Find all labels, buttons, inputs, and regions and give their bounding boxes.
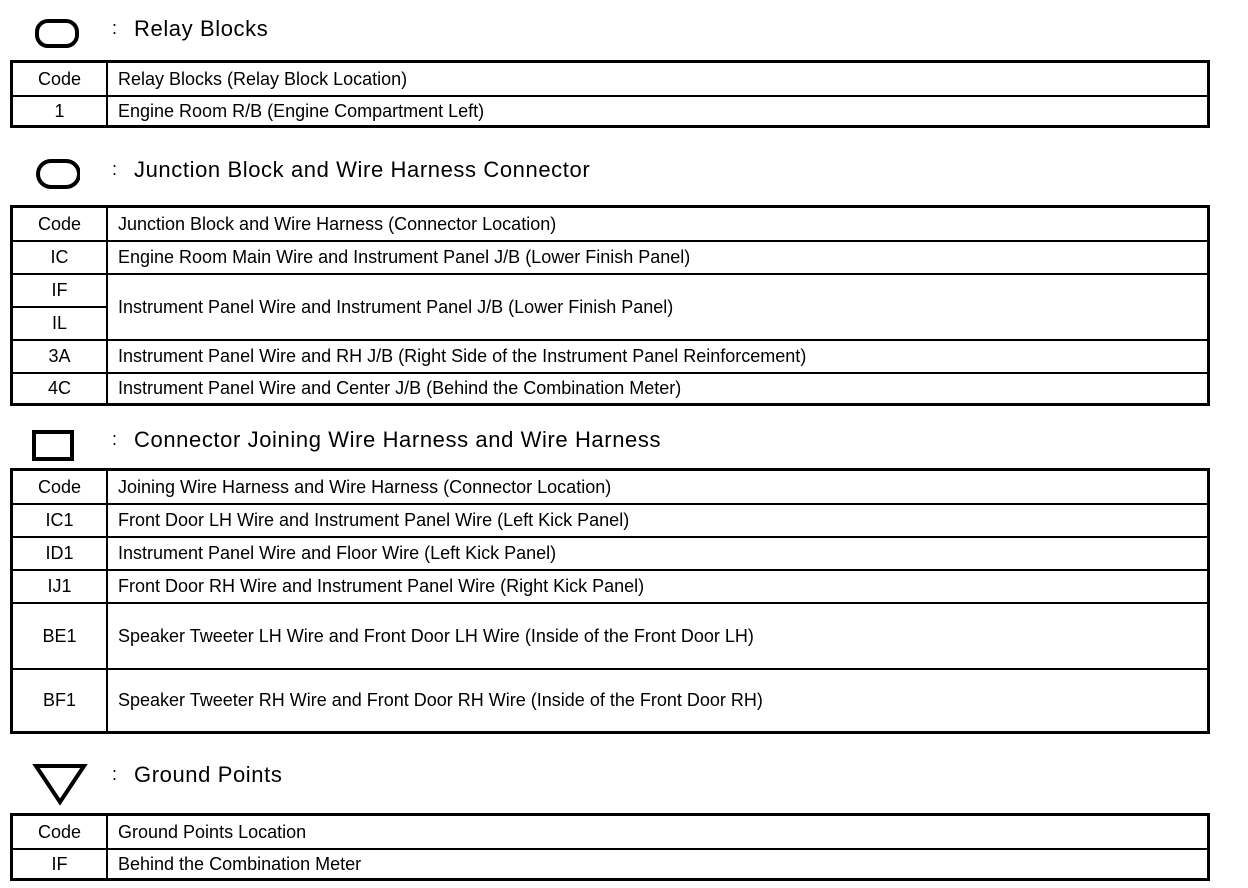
table-row	[12, 669, 1209, 733]
code-header: Code	[12, 470, 108, 504]
section-title: Connector Joining Wire Harness and Wire Harness	[134, 427, 662, 452]
code-cell: IF	[12, 849, 108, 880]
location-cell: Engine Room Main Wire and Instrument Panel J/B (Lower Finish Panel)	[107, 241, 1209, 274]
location-cell: Instrument Panel Wire and Center J/B (Behind the Combination Meter)	[107, 373, 1209, 405]
location-header: Relay Blocks (Relay Block Location)	[107, 62, 1209, 96]
code-header: Code	[12, 815, 108, 849]
rounded-rectangle-icon	[30, 16, 80, 52]
table-row	[12, 373, 1209, 405]
location-cell: Speaker Tweeter LH Wire and Front Door LH Wire (Inside of the Front Door LH)	[107, 603, 1209, 669]
connector-joining-table	[10, 468, 1210, 734]
code-header: Code	[12, 207, 108, 241]
table-row	[12, 274, 1209, 307]
location-header: Joining Wire Harness and Wire Harness (Connector Location)	[107, 470, 1209, 504]
code-cell: IC	[12, 241, 108, 274]
code-cell: ID1	[12, 537, 108, 570]
table-row	[12, 603, 1209, 669]
junction-block-table	[10, 205, 1210, 406]
code-cell: IL	[12, 307, 108, 340]
code-cell: BF1	[12, 669, 108, 733]
relay-blocks-table	[10, 60, 1210, 128]
location-cell: Speaker Tweeter RH Wire and Front Door RH Wire (Inside of the Front Door RH)	[107, 669, 1209, 733]
table-row	[12, 570, 1209, 603]
code-cell: 4C	[12, 373, 108, 405]
location-cell: Engine Room R/B (Engine Compartment Left)	[107, 96, 1209, 127]
table-row	[12, 537, 1209, 570]
code-header: Code	[12, 62, 108, 96]
table-row	[12, 241, 1209, 274]
location-header: Ground Points Location	[107, 815, 1209, 849]
rectangle-icon	[30, 427, 80, 463]
ground-points-table	[10, 813, 1210, 881]
location-header: Junction Block and Wire Harness (Connector Location)	[107, 207, 1209, 241]
code-cell: BE1	[12, 603, 108, 669]
section-title: Junction Block and Wire Harness Connector	[134, 157, 591, 182]
table-row	[12, 849, 1209, 880]
triangle-down-icon	[30, 762, 90, 808]
location-cell: Instrument Panel Wire and RH J/B (Right Side of the Instrument Panel Reinforcement)	[107, 340, 1209, 373]
table-header-row	[12, 207, 1209, 241]
code-cell: 3A	[12, 340, 108, 373]
table-header-row	[12, 815, 1209, 849]
code-cell: 1	[12, 96, 108, 127]
location-cell: Behind the Combination Meter	[107, 849, 1209, 880]
location-cell: Front Door RH Wire and Instrument Panel Wire (Right Kick Panel)	[107, 570, 1209, 603]
table-header-row	[12, 62, 1209, 96]
location-cell: Instrument Panel Wire and Instrument Panel J/B (Lower Finish Panel)	[107, 274, 1209, 340]
heading-colon: :	[112, 159, 118, 179]
location-cell: Front Door LH Wire and Instrument Panel Wire (Left Kick Panel)	[107, 504, 1209, 537]
section-title: Ground Points	[134, 762, 283, 787]
table-row	[12, 96, 1209, 127]
code-cell: IF	[12, 274, 108, 307]
heading-colon: :	[112, 18, 118, 38]
section-title: Relay Blocks	[134, 16, 269, 41]
table-header-row	[12, 470, 1209, 504]
code-cell: IC1	[12, 504, 108, 537]
heading-colon: :	[112, 429, 118, 449]
table-row	[12, 340, 1209, 373]
code-cell: IJ1	[12, 570, 108, 603]
table-row	[12, 504, 1209, 537]
oval-icon	[30, 157, 80, 193]
location-cell: Instrument Panel Wire and Floor Wire (Left Kick Panel)	[107, 537, 1209, 570]
heading-colon: :	[112, 764, 118, 784]
